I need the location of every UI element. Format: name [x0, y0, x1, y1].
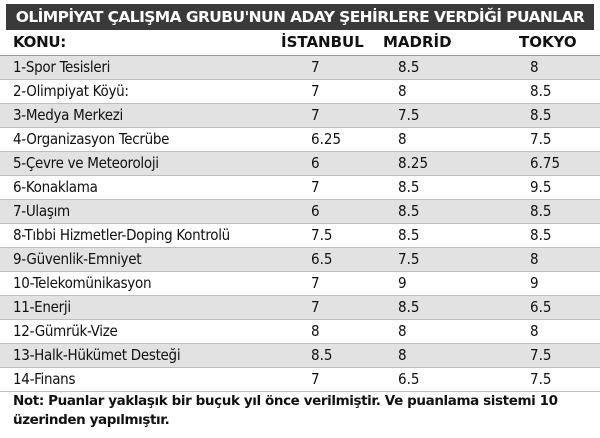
table-row — [0, 176, 600, 200]
cell-istanbul: 6 — [311, 154, 320, 172]
cell-madrid: 8.5 — [398, 178, 420, 196]
cell-istanbul: 7 — [311, 298, 320, 316]
cell-madrid: 8 — [398, 346, 407, 364]
cell-topic: 9-Güvenlik-Emniyet — [13, 250, 142, 268]
table-row — [0, 368, 600, 392]
cell-tokyo: 8 — [530, 58, 539, 76]
cell-madrid: 8.5 — [398, 226, 420, 244]
cell-tokyo: 8 — [530, 322, 539, 340]
table-row — [0, 320, 600, 344]
cell-tokyo: 8.5 — [530, 202, 552, 220]
cell-madrid: 9 — [398, 274, 407, 292]
table-row — [0, 104, 600, 128]
cell-istanbul: 7 — [311, 82, 320, 100]
cell-topic: 13-Halk-Hükümet Desteği — [13, 346, 181, 364]
cell-topic: 11-Enerji — [13, 298, 71, 316]
cell-istanbul: 7 — [311, 370, 320, 388]
footnote — [13, 392, 593, 430]
cell-madrid: 8 — [398, 322, 407, 340]
cell-topic: 2-Olimpiyat Köyü: — [13, 82, 129, 100]
cell-tokyo: 7.5 — [530, 130, 552, 148]
cell-istanbul: 6 — [311, 202, 320, 220]
cell-topic: 3-Medya Merkezi — [13, 106, 123, 124]
cell-madrid: 8.25 — [398, 154, 429, 172]
cell-madrid: 7.5 — [398, 106, 420, 124]
cell-topic: 1-Spor Tesisleri — [13, 58, 111, 76]
scores-table — [0, 30, 600, 392]
cell-istanbul: 7 — [311, 274, 320, 292]
cell-tokyo: 7.5 — [530, 370, 552, 388]
table-row — [0, 128, 600, 152]
cell-tokyo: 8 — [530, 250, 539, 268]
table-title: OLİMPİYAT ÇALIŞMA GRUBU'NUN ADAY ŞEHİRLERE VERDİĞİ PUANLAR — [6, 4, 594, 30]
cell-madrid: 7.5 — [398, 250, 420, 268]
cell-topic: 10-Telekomünikasyon — [13, 274, 152, 292]
cell-madrid: 8.5 — [398, 202, 420, 220]
table-row — [0, 80, 600, 104]
cell-tokyo: 9.5 — [530, 178, 552, 196]
cell-tokyo: 9 — [530, 274, 539, 292]
cell-istanbul: 7 — [311, 106, 320, 124]
cell-topic: 8-Tıbbi Hizmetler-Doping Kontrolü — [13, 226, 230, 244]
table-body — [0, 56, 600, 392]
header-tokyo: TOKYO — [519, 33, 577, 51]
cell-istanbul: 7.5 — [311, 226, 333, 244]
footnote-line-1: Not: Puanlar yaklaşık bir buçuk yıl önce verilmiştir. Ve puanlama sistemi 10 — [13, 393, 558, 409]
table-row — [0, 56, 600, 80]
cell-madrid: 8.5 — [398, 298, 420, 316]
header-madrid: MADRİD — [383, 33, 452, 51]
cell-istanbul: 8.5 — [311, 346, 333, 364]
cell-istanbul: 7 — [311, 178, 320, 196]
table-row — [0, 224, 600, 248]
cell-tokyo: 8.5 — [530, 82, 552, 100]
table-row — [0, 152, 600, 176]
cell-madrid: 8 — [398, 82, 407, 100]
cell-topic: 4-Organizasyon Tecrübe — [13, 130, 170, 148]
cell-tokyo: 6.5 — [530, 298, 552, 316]
cell-topic: 5-Çevre ve Meteoroloji — [13, 154, 159, 172]
footnote-line-2: üzerinden yapılmıştır. — [13, 412, 170, 428]
table-row — [0, 200, 600, 224]
table-row — [0, 248, 600, 272]
cell-tokyo: 6.75 — [530, 154, 561, 172]
cell-madrid: 6.5 — [398, 370, 420, 388]
cell-topic: 7-Ulaşım — [13, 202, 70, 220]
cell-tokyo: 7.5 — [530, 346, 552, 364]
cell-madrid: 8.5 — [398, 58, 420, 76]
cell-topic: 12-Gümrük-Vize — [13, 322, 118, 340]
cell-istanbul: 6.25 — [311, 130, 342, 148]
cell-topic: 6-Konaklama — [13, 178, 98, 196]
cell-tokyo: 8.5 — [530, 106, 552, 124]
cell-istanbul: 6.5 — [311, 250, 333, 268]
header-topic: KONU: — [13, 33, 66, 51]
cell-madrid: 8 — [398, 130, 407, 148]
table-header-row — [0, 30, 600, 56]
cell-topic: 14-Finans — [13, 370, 76, 388]
cell-istanbul: 7 — [311, 58, 320, 76]
cell-istanbul: 8 — [311, 322, 320, 340]
table-row — [0, 272, 600, 296]
table-row — [0, 296, 600, 320]
cell-tokyo: 8.5 — [530, 226, 552, 244]
header-istanbul: İSTANBUL — [281, 33, 364, 51]
table-row — [0, 344, 600, 368]
